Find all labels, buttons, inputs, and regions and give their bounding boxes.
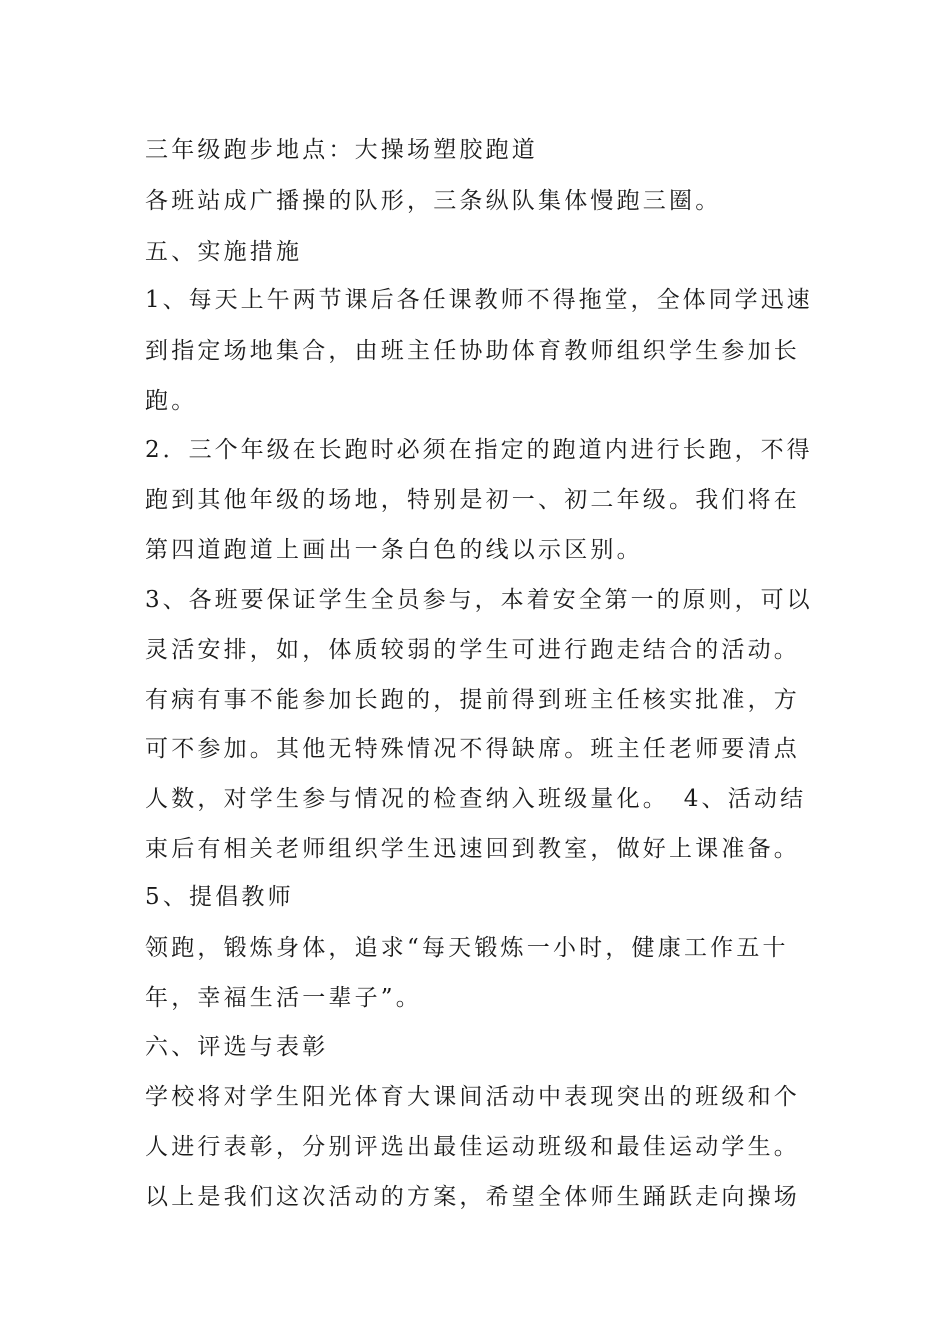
text-line: 领跑，锻炼身体，追求“每天锻炼一小时，健康工作五十 [145, 935, 789, 961]
text-line: 以上是我们这次活动的方案，希望全体师生踊跃走向操场 [145, 1184, 800, 1210]
text-line: 到指定场地集合，由班主任协助体育教师组织学生参加长 [145, 338, 800, 364]
text-line: 跑。 [145, 388, 198, 414]
text-line: 3、各班要保证学生全员参与，本着安全第一的原则，可以 [145, 587, 813, 613]
text-line: 跑到其他年级的场地，特别是初一、初二年级。我们将在 [145, 487, 800, 513]
text-line: 可不参加。其他无特殊情况不得缺席。班主任老师要清点 [145, 736, 800, 762]
text-line: 人数，对学生参与情况的检查纳入班级量化。 4、活动结 [145, 786, 807, 812]
text-line: 灵活安排，如，体质较弱的学生可进行跑走结合的活动。 [145, 637, 800, 663]
section-heading: 六、评选与表彰 [145, 1034, 329, 1060]
text-line: 2．三个年级在长跑时必须在指定的跑道内进行长跑，不得 [145, 437, 813, 463]
text-line: 人进行表彰，分别评选出最佳运动班级和最佳运动学生。 [145, 1134, 800, 1160]
text-line: 年，幸福生活一辈子”。 [145, 985, 422, 1011]
text-line: 各班站成广播操的队形，三条纵队集体慢跑三圈。 [145, 188, 722, 214]
text-line: 三年级跑步地点：大操场塑胶跑道 [145, 137, 538, 163]
text-line: 学校将对学生阳光体育大课间活动中表现突出的班级和个 [145, 1084, 800, 1110]
text-line: 束后有相关老师组织学生迅速回到教室，做好上课准备。 [145, 836, 800, 862]
section-heading: 五、实施措施 [145, 239, 303, 265]
text-line: 有病有事不能参加长跑的，提前得到班主任核实批准，方 [145, 687, 800, 713]
text-line: 1、每天上午两节课后各任课教师不得拖堂，全体同学迅速 [145, 287, 813, 313]
text-line: 第四道跑道上画出一条白色的线以示区别。 [145, 537, 643, 563]
text-line: 5、提倡教师 [145, 884, 294, 910]
